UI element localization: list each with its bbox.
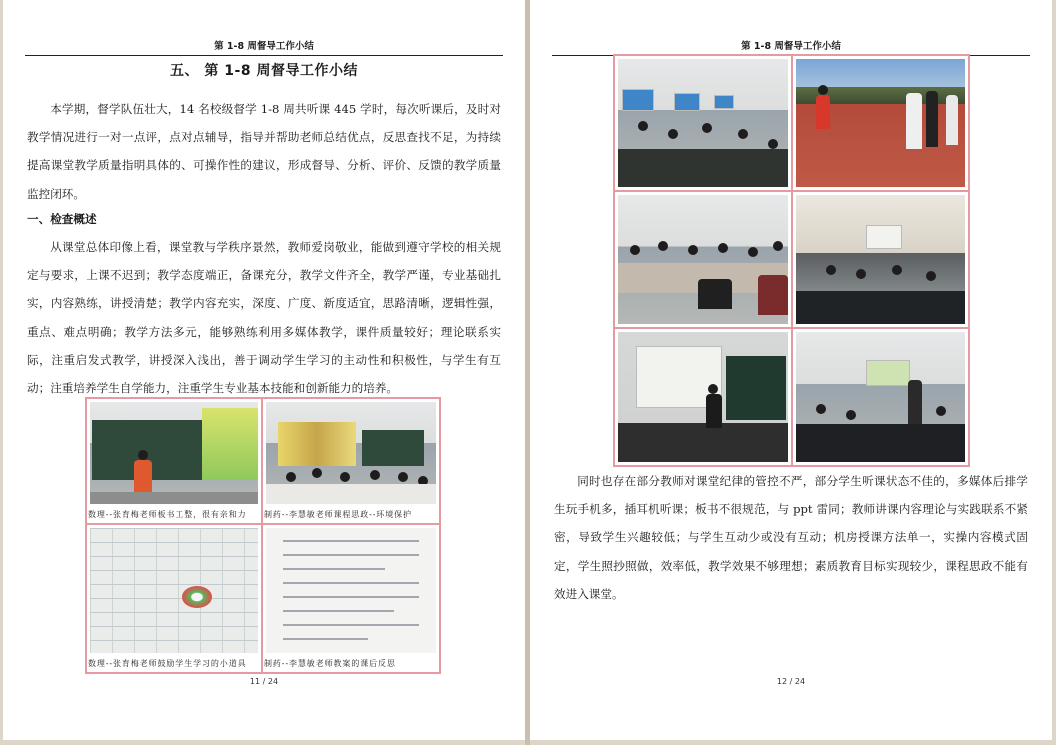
- issues-paragraph: 同时也存在部分教师对课堂纪律的管控不严，部分学生听课状态不佳的，多媒体后排学生玩手机多，插耳机听课；板书不很规范，与 ppt 雷同；教师讲课内容理论与实践联系不紧密，导致学生兴趣较低；与学生互动少或没有互动；机房授课方法单一，实操内容模式固定，学生照抄照做，效率低，教学效果不够理想；素质教育目标实现较少，课程思政不能有效进入课堂。: [554, 474, 1028, 601]
- photo-cell: [86, 398, 262, 524]
- lesson-plan-photo: [266, 528, 436, 653]
- heading-inspection-overview: 一、检查概述: [27, 212, 97, 226]
- overview-paragraph: 从课堂总体印像上看，课堂教与学秩序景然，教师爱岗敬业，能做到遵守学校的相关规定与要求，上课不迟到；教学态度端正，备课充分，教学文件齐全，教学严谨，专业基础扎实，内容熟练，讲授清楚；教学内容充实，深度、广度、新度适宜，思路清晰，逻辑性强，重点、难点明确；教学方法多元，能够熟练利用多媒体教学，课件质量较好；理论联系实际，注重启发式教学，讲授深入浅出，善于调动学生学习的主动性和积极性，与学生有互动；注重培养学生自学能力，注重学生专业基本技能和创新能力的培养。: [27, 240, 501, 396]
- running-header: 第 1-8 周督导工作小结: [552, 38, 1030, 56]
- photo-table-left: [85, 397, 441, 674]
- classroom-photo: [796, 332, 965, 462]
- photo-cell: [262, 524, 440, 673]
- document-page-11: [3, 0, 525, 740]
- photo-cell: [792, 55, 969, 191]
- photo-cell: [86, 524, 262, 673]
- classroom-photo: [618, 195, 788, 324]
- computer-lab-photo: [796, 195, 965, 324]
- photo-cell: [614, 191, 792, 328]
- photo-table-right: [613, 54, 970, 467]
- photo-cell: [792, 328, 969, 466]
- photo-cell: [614, 328, 792, 466]
- page-number: 11 / 24: [249, 677, 279, 686]
- photo-caption: 制药--李慧敏老师课程思政--环境保护: [264, 510, 412, 519]
- photo-cell: [792, 191, 969, 328]
- page-number: 12 / 24: [776, 677, 806, 686]
- photo-cell: [614, 55, 792, 191]
- photo-cell: [262, 398, 440, 524]
- running-header: 第 1-8 周督导工作小结: [25, 38, 503, 56]
- classroom-photo: [266, 402, 436, 504]
- outdoor-photo: [796, 59, 965, 187]
- photo-caption: 制药--李慧敏老师教案的课后反思: [264, 659, 396, 668]
- photo-caption: 数理--张育梅老师板书工整，很有亲和力: [88, 510, 247, 519]
- photo-caption: 数理--张育梅老师鼓励学生学习的小道具: [88, 659, 247, 668]
- classroom-photo: [618, 59, 788, 187]
- document-page-12: [530, 0, 1052, 740]
- section-title: 五、 第 1-8 周督导工作小结: [170, 63, 358, 79]
- classroom-photo: [618, 332, 788, 462]
- notebook-photo: [90, 528, 258, 653]
- intro-paragraph: 本学期，督学队伍壮大，14 名校级督学 1-8 周共听课 445 学时，每次听课后，及时对教学情况进行一对一点评，点对点辅导，指导并帮助老师总结优点，反思查找不足，为持续提高课堂教学质量指明具体的、可操作性的建议，形成督导、分析、评价、反馈的教学质量监控闭环。: [27, 102, 501, 201]
- classroom-photo: [90, 402, 258, 504]
